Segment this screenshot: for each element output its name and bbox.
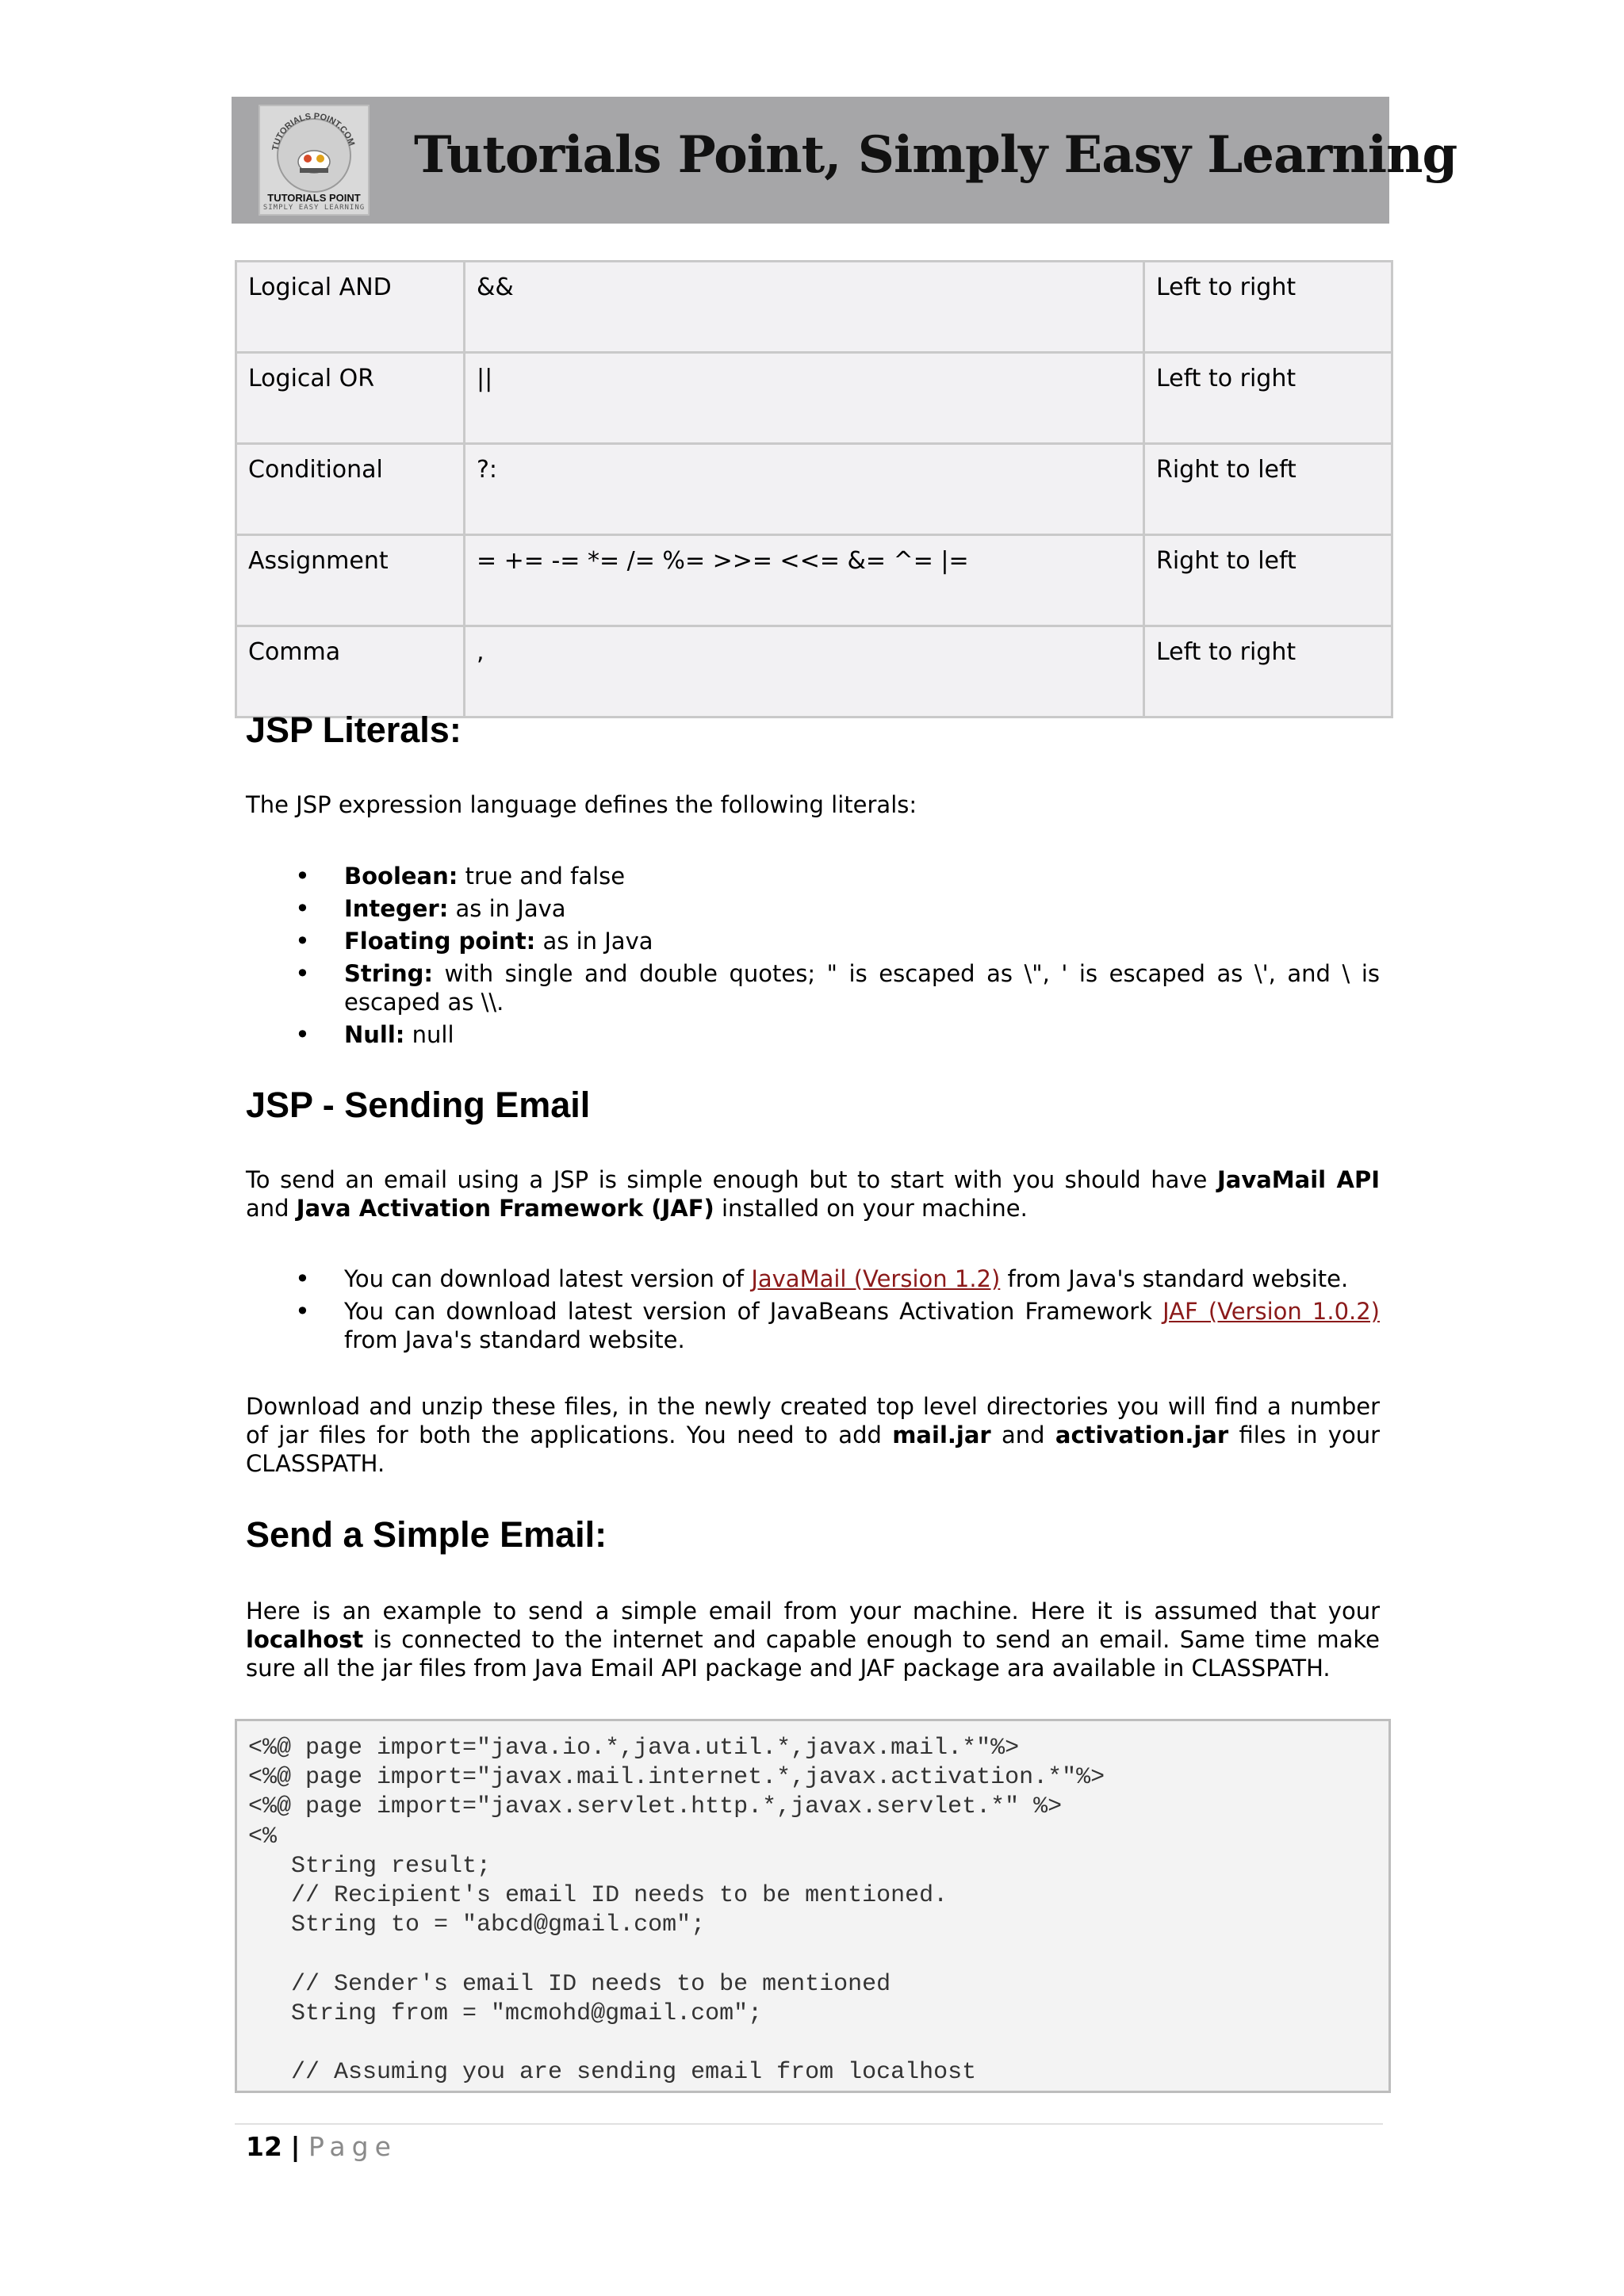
- list-item: • You can download latest version of JavaBeans Activation Framework JAF (Version 1.0.2) from Java's standard website.: [246, 1297, 1380, 1354]
- code-listing: <%@ page import="java.io.*,java.util.*,javax.mail.*"%> <%@ page import="javax.mail.internet.*,javax.activation.*"%> <%@ page import="javax.servlet.http.*,javax.servlet.*" %> <% String result; // Recipient's email ID needs to be mentioned. String to = "abcd@gmail.com"; // Sender's email ID needs to be mentioned String from = "mcmohd@gmail.com"; // Assuming you are sending email from localhost: [248, 1735, 1105, 2087]
- email-intro-text: To send an email using a JSP is simple enough but to start with you should have JavaMail API and Java Activation Framework (JAF) installed on your machine.: [246, 1166, 1380, 1222]
- operator-associativity-cell: Left to right: [1144, 626, 1392, 718]
- list-item: • Null: null: [246, 1020, 1380, 1049]
- page-header-title: Tutorials Point, Simply Easy Learning: [414, 125, 1457, 185]
- download-list: [246, 1265, 1380, 1358]
- simple-email-heading: Send a Simple Email:: [246, 1514, 607, 1555]
- operator-symbols-cell: ||: [465, 353, 1144, 444]
- tutorials-point-logo: [259, 105, 370, 216]
- literals-intro-text: The JSP expression language defines the following literals:: [246, 791, 917, 818]
- operator-category-cell: Logical OR: [236, 353, 465, 444]
- footer-divider: [235, 2123, 1383, 2125]
- sending-email-heading: JSP - Sending Email: [246, 1085, 591, 1125]
- operator-category-cell: Conditional: [236, 444, 465, 535]
- list-item: • Floating point: as in Java: [246, 927, 1380, 955]
- table-row: [236, 535, 1392, 626]
- simple-email-intro-text: Here is an example to send a simple email from your machine. Here it is assumed that your localhost is connected to the internet and capable enough to send an email. Same time make sure all the jar files from Java Email API package and JAF package ara available in CLASSPATH.: [246, 1598, 1380, 1682]
- operator-symbols-cell: &&: [465, 262, 1144, 353]
- svg-text:TUTORIALS POINT.COM: TUTORIALS POINT.COM: [270, 111, 357, 151]
- footer-separator: |: [290, 2131, 301, 2162]
- table-row: [236, 262, 1392, 353]
- javamail-download-link[interactable]: JavaMail (Version 1.2): [751, 1265, 1001, 1292]
- logo-tagline-text: SIMPLY EASY LEARNING: [262, 204, 366, 212]
- operator-associativity-cell: Left to right: [1144, 262, 1392, 353]
- operator-associativity-cell: Right to left: [1144, 444, 1392, 535]
- operator-associativity-cell: Right to left: [1144, 535, 1392, 626]
- operator-symbols-cell: ,: [465, 626, 1144, 718]
- operator-symbols-cell: ?:: [465, 444, 1144, 535]
- operator-category-cell: Assignment: [236, 535, 465, 626]
- page-label: Page: [308, 2131, 397, 2162]
- operator-associativity-cell: Left to right: [1144, 353, 1392, 444]
- list-item: • Boolean: true and false: [246, 862, 1380, 890]
- table-row: [236, 626, 1392, 718]
- page-header-banner: [232, 97, 1457, 224]
- download-instructions-text: Download and unzip these files, in the newly created top level directories you will find a number of jar files for both the applications. You need to add mail.jar and activation.jar files in your CLASSPATH.: [246, 1393, 1381, 1477]
- operator-category-cell: Logical AND: [236, 262, 465, 353]
- operator-category-cell: Comma: [236, 626, 465, 718]
- operator-symbols-cell: = += -= *= /= %= >>= <<= &= ^= |=: [465, 535, 1144, 626]
- page-footer: [246, 2131, 397, 2162]
- table-row: [236, 353, 1392, 444]
- logo-brand-text: TUTORIALS POINT: [267, 192, 361, 204]
- jaf-download-link[interactable]: JAF (Version 1.0.2): [1162, 1298, 1380, 1325]
- page-number: 12: [246, 2131, 282, 2162]
- list-item: • You can download latest version of JavaMail (Version 1.2) from Java's standard website.: [246, 1265, 1380, 1293]
- code-example-box: [235, 1719, 1391, 2093]
- list-item: • Integer: as in Java: [246, 894, 1380, 923]
- literals-list: [246, 862, 1380, 1053]
- list-item: • String: with single and double quotes; " is escaped as \", ' is escaped as \', and \ is escaped as \\.: [246, 959, 1380, 1016]
- jsp-literals-heading: JSP Literals:: [246, 710, 462, 750]
- operator-precedence-table: [235, 260, 1393, 718]
- table-row: [236, 444, 1392, 535]
